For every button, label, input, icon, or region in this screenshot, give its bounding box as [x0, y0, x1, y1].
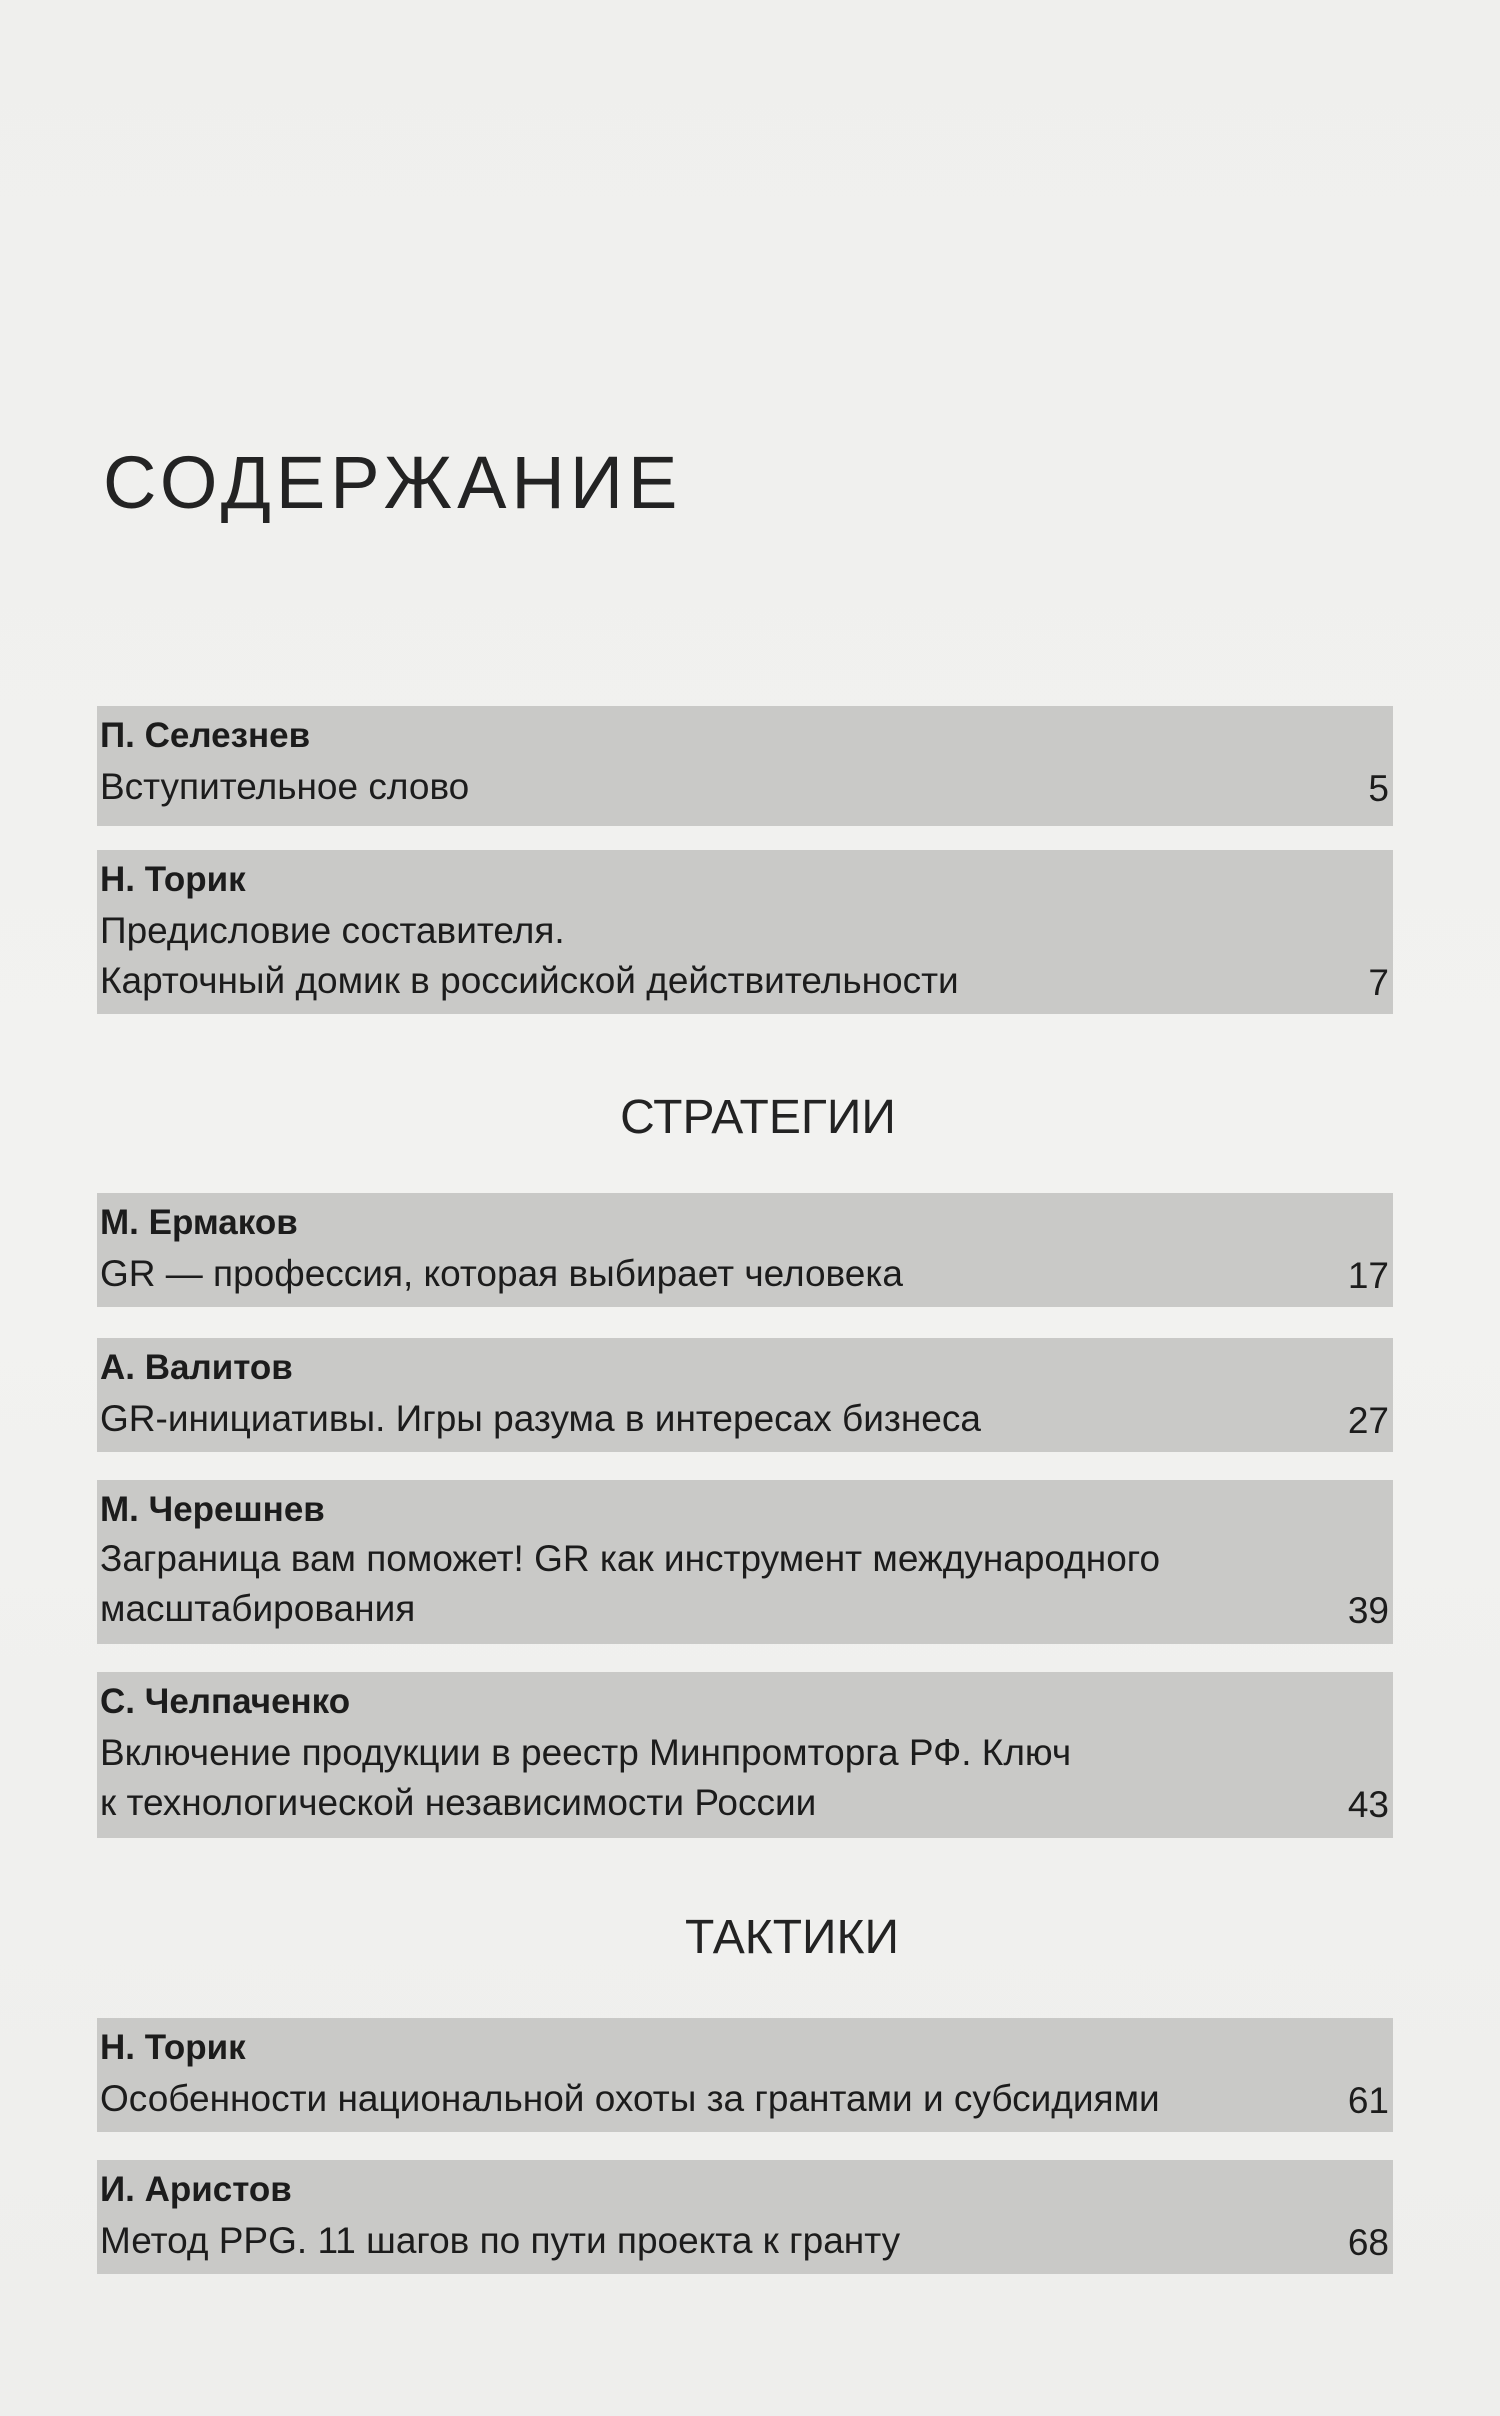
toc-entry — [97, 706, 1393, 826]
toc-entry — [97, 1193, 1393, 1307]
toc-entry — [97, 1672, 1393, 1838]
toc-entry — [97, 2160, 1393, 2274]
entry-title-line: Включение продукции в реестр Минпромторга РФ. Ключ — [100, 1732, 1072, 1773]
entry-author: Н. Торик — [100, 2028, 246, 2067]
page-title: СОДЕРЖАНИЕ — [103, 441, 683, 524]
entry-page-number: 17 — [1347, 1255, 1389, 1296]
entry-title-line: Карточный домик в российской действительности — [100, 960, 959, 1001]
entry-title-line: масштабирования — [100, 1588, 416, 1629]
entry-author: А. Валитов — [100, 1348, 293, 1387]
entry-author: Н. Торик — [100, 860, 246, 899]
entry-title-line: Заграница вам поможет! GR как инструмент международного — [100, 1538, 1161, 1579]
section-heading: СТРАТЕГИИ — [620, 1091, 896, 1144]
toc-entry — [97, 2018, 1393, 2132]
entry-page-number: 5 — [1368, 768, 1389, 809]
entry-page-number: 68 — [1347, 2222, 1389, 2263]
entry-page-number: 43 — [1347, 1784, 1389, 1825]
entry-author: М. Черешнев — [100, 1490, 325, 1529]
toc-entry — [97, 850, 1393, 1014]
entry-author: М. Ермаков — [100, 1203, 298, 1242]
entry-title-line: GR — профессия, которая выбирает человека — [100, 1253, 903, 1294]
toc-entry — [97, 1338, 1393, 1452]
entry-title-line: Особенности национальной охоты за грантами и субсидиями — [100, 2078, 1160, 2119]
entry-title-line: к технологической независимости России — [100, 1782, 817, 1823]
toc-entry — [97, 1480, 1393, 1644]
entry-page-number: 61 — [1347, 2080, 1389, 2121]
entry-page-number: 39 — [1347, 1590, 1389, 1631]
entry-title-line: Предисловие составителя. — [100, 910, 565, 951]
section-heading: ТАКТИКИ — [685, 1911, 899, 1964]
entry-page-number: 7 — [1368, 962, 1389, 1003]
entry-author: С. Челпаченко — [100, 1682, 351, 1721]
entry-author: П. Селезнев — [100, 716, 311, 755]
entry-title-line: Вступительное слово — [100, 766, 470, 807]
entry-author: И. Аристов — [100, 2170, 292, 2209]
entry-title-line: Метод PPG. 11 шагов по пути проекта к гранту — [100, 2220, 901, 2261]
entry-title-line: GR-инициативы. Игры разума в интересах бизнеса — [100, 1398, 981, 1439]
entry-page-number: 27 — [1347, 1400, 1389, 1441]
